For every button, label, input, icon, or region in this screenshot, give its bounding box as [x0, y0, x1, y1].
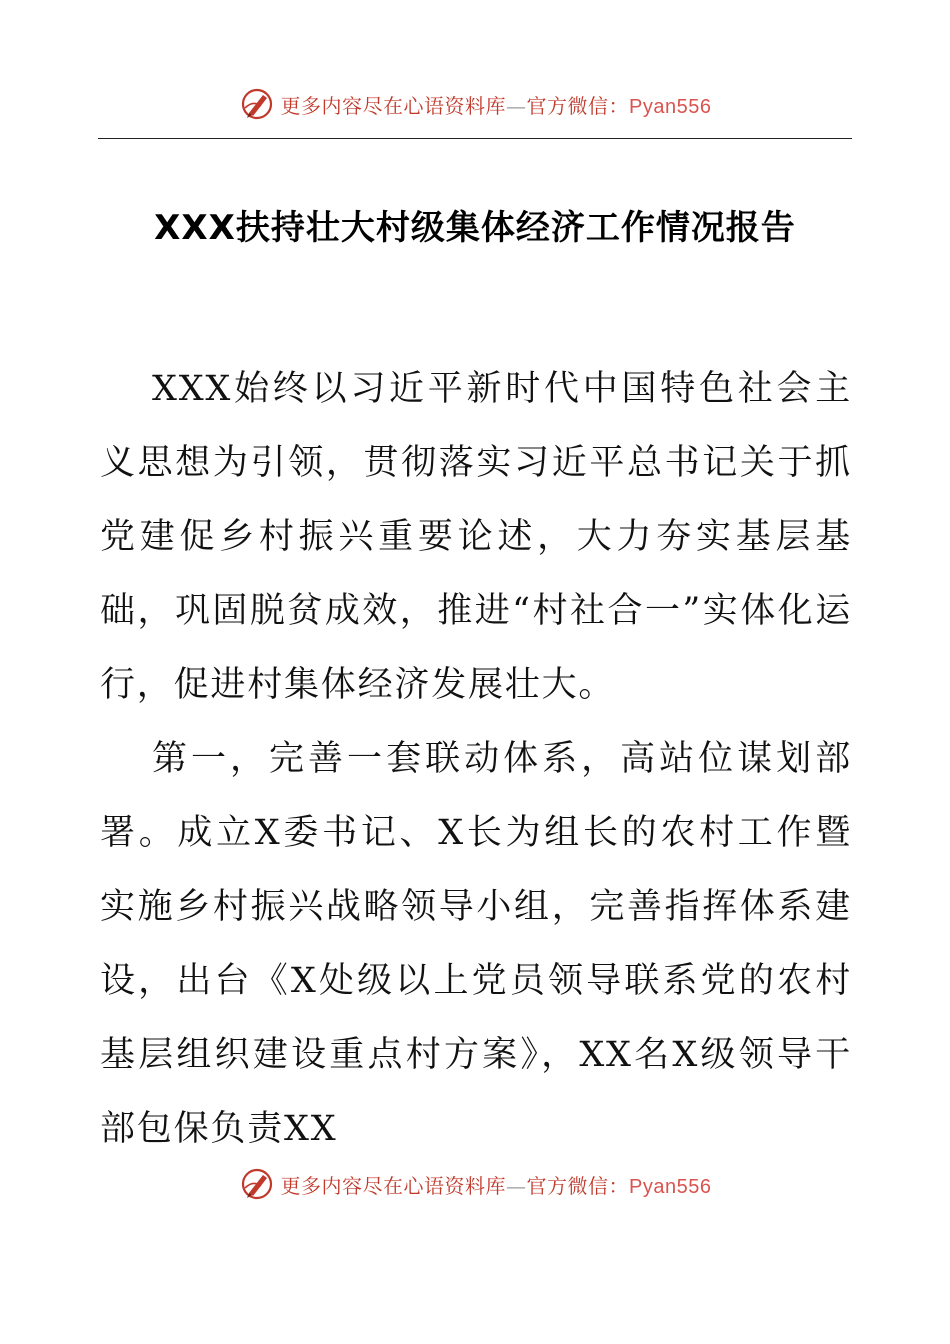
footer-banner-text: 更多内容尽在心语资料库—官方微信：Pyan556 [280, 1173, 712, 1198]
header-banner [0, 82, 950, 126]
document-body [100, 352, 852, 1166]
header-divider [98, 138, 852, 139]
document-title: XXX扶持壮大村级集体经济工作情况报告 [154, 208, 796, 248]
footer-banner [0, 1162, 950, 1206]
paragraph: 第一，完善一套联动体系，高站位谋划部署。成立X委书记、X长为组长的农村工作暨实施乡村振兴战略领导小组，完善指挥体系建设，出台《X处级以上党员领导联系党的农村基层组织建设重点村方案》，XX名X级领导干部包保负责XX [100, 739, 852, 1149]
paragraph: XXX始终以习近平新时代中国特色社会主义思想为引领，贯彻落实习近平总书记关于抓党建促乡村振兴重要论述，大力夯实基层基础，巩固脱贫成效，推进“村社合一”实体化运行，促进村集体经济发展壮大。 [100, 369, 852, 705]
pen-logo-icon [239, 86, 275, 122]
pen-logo-icon [239, 1166, 275, 1202]
header-banner-text: 更多内容尽在心语资料库—官方微信：Pyan556 [280, 93, 712, 118]
